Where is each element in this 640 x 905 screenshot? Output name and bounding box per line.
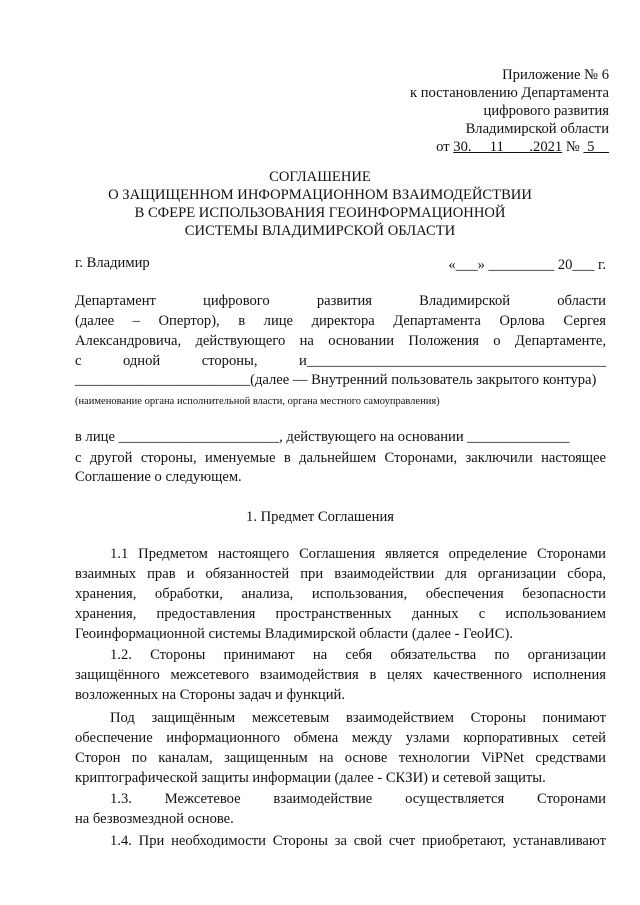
intro-line-3: Александровича, действующего на основании Положения о Департаменте, [75,333,606,349]
date-day: 30. [453,139,472,155]
intro-line-2: (далее – Опертор), в лице директора Департамента Орлова Сергея [75,313,606,329]
intro-line-5: ________________________(далее — Внутренний пользователь закрытого контура) [75,372,597,388]
appendix-date-line [436,138,609,158]
p3-line-1: Под защищённым межсетевым взаимодействием Стороны понимают [110,710,606,726]
p1-line-2: взаимных прав и обязанностей при взаимодействии для организации сбора, [75,566,606,582]
title-line-2: О ЗАЩИЩЕННОМ ИНФОРМАЦИОННОМ ВЗАИМОДЕЙСТВИИ [108,187,532,203]
intro-note: (наименование органа исполнительной власти, органа местного самоуправления) [75,396,440,407]
date-month: 11 [489,139,504,155]
p3-line-3: Сторон по каналам, защищенным на основе технологии ViPNet средствами [75,750,606,766]
p1-line-5: Геоинформационной системы Владимирской области (далее - ГеоИС). [75,626,514,642]
section-heading: 1. Предмет Соглашения [246,509,394,525]
p4-line-1: 1.3. Межсетевое взаимодействие осуществляется Сторонами [110,791,606,807]
title-line-4: СИСТЕМЫ ВЛАДИМИРСКОЙ ОБЛАСТИ [184,223,456,239]
p1-line-4: хранения, предоставления пространственных данных с использованием [75,606,606,622]
date-blank: «___» _________ 20___ г. [448,257,606,273]
appendix-line-2: к постановлению Департамента [409,85,609,101]
appendix-line-3: цифрового развития [483,103,609,119]
intro-line-7: с другой стороны, именуемые в дальнейшем Сторонами, заключили настоящее [75,450,606,466]
appendix-line-4: Владимирской области [465,121,609,137]
p4-line-2: на безвозмездной основе. [75,811,234,827]
title-line-1: СОГЛАШЕНИЕ [269,169,371,185]
p1-line-1: 1.1 Предметом настоящего Соглашения является определение Сторонами [110,546,606,562]
date-prefix: от [436,139,454,155]
p2-line-2: защищённого межсетевого взаимодействия в целях качественного исполнения [75,667,606,683]
p2-line-3: возложенных на Стороны задач и функций. [75,687,345,703]
p5-line-1: 1.4. При необходимости Стороны за свой счет приобретают, устанавливают [110,833,606,849]
date-year: .2021 [529,139,563,155]
intro-line-8: Соглашение о следующем. [75,469,242,485]
intro-line-4: с одной стороны, и_________________________________________ [75,353,606,369]
intro-line-6: в лице ______________________, действующего на основании ______________ [75,429,570,445]
p3-line-2: обеспечение информационного обмена между узлами корпоративных сетей [75,730,606,746]
number-value: 5 [587,139,595,155]
title-line-3: В СФЕРЕ ИСПОЛЬЗОВАНИЯ ГЕОИНФОРМАЦИОННОЙ [134,205,506,221]
place: г. Владимир [75,255,150,271]
p1-line-3: хранения, обработки, анализа, использования, обеспечения безопасности [75,586,606,602]
number-prefix: № [562,139,584,155]
p2-line-1: 1.2. Стороны принимают на себя обязательства по организации [110,647,606,663]
p3-line-4: криптографической защиты информации (далее - СКЗИ) и сетевой защиты. [75,770,546,786]
intro-line-1: Департамент цифрового развития Владимирской области [75,293,606,309]
appendix-line-1: Приложение № 6 [502,67,609,83]
